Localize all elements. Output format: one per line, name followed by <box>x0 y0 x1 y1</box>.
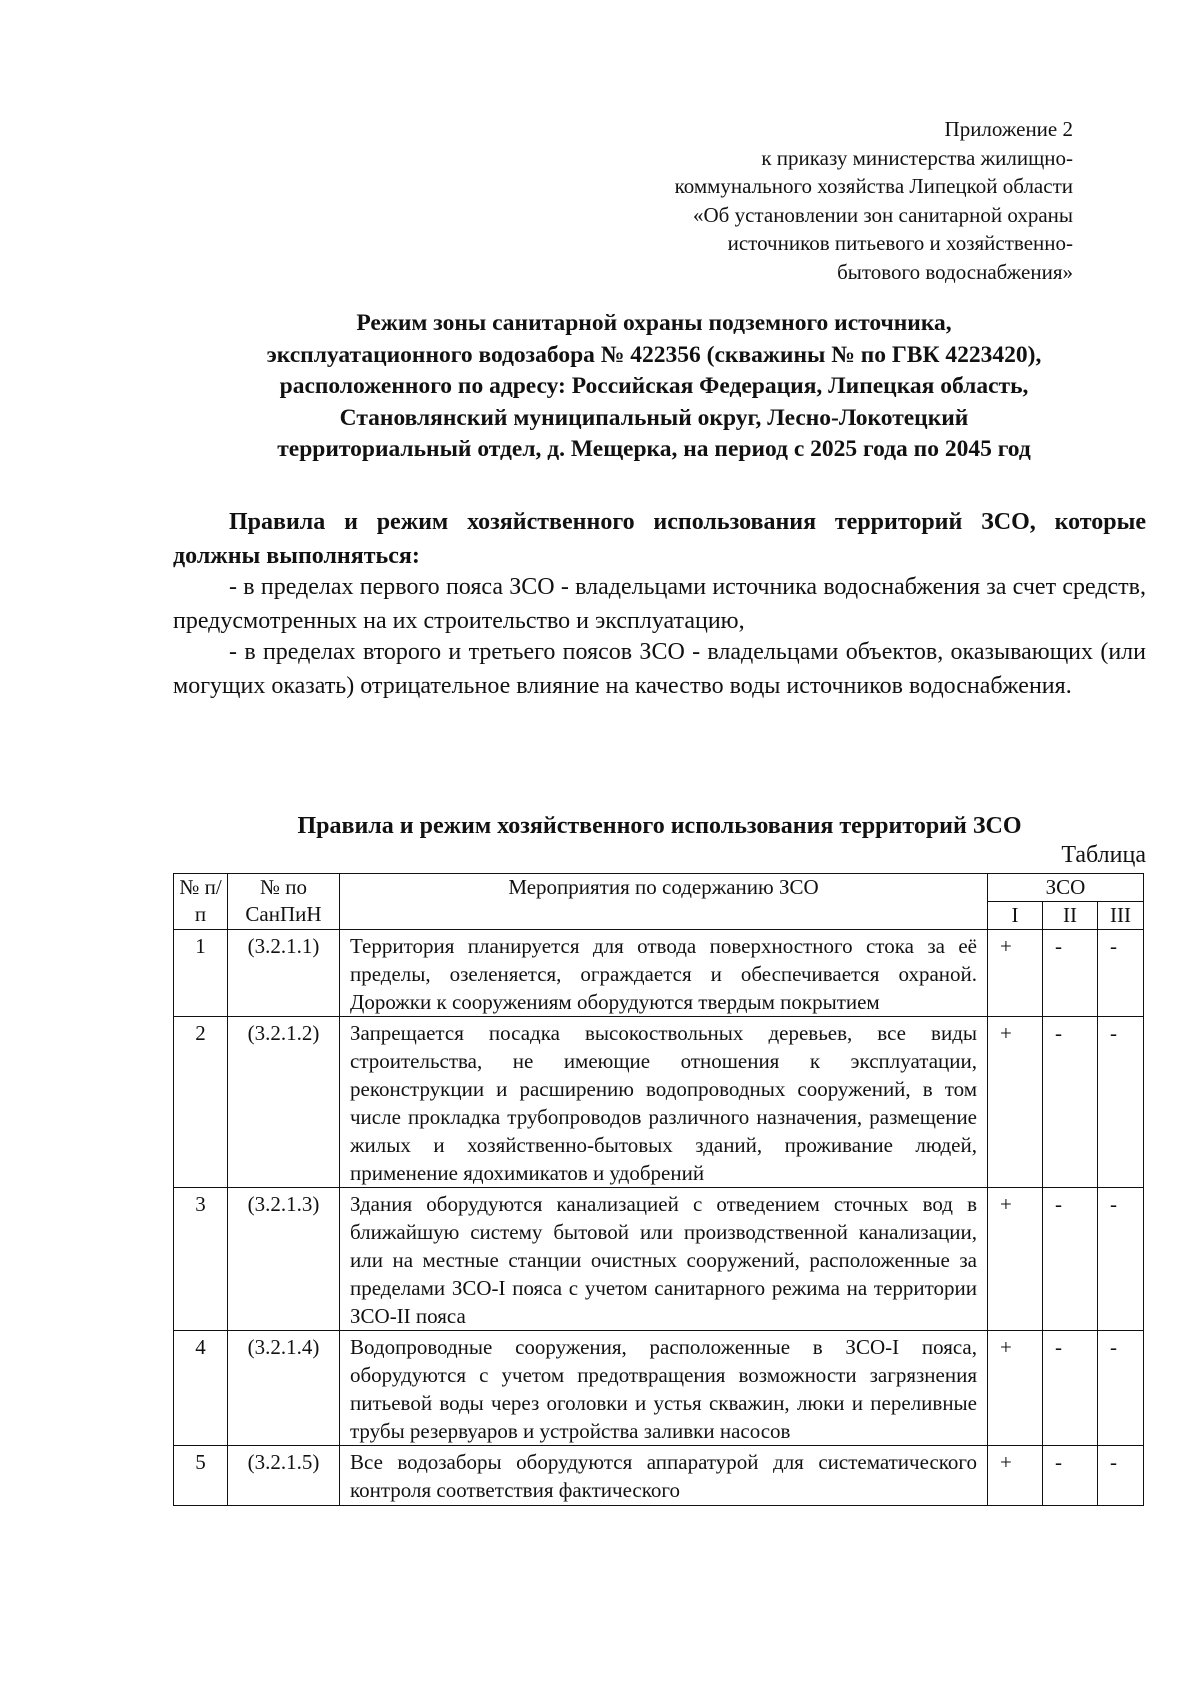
row-zone-2: - <box>1043 1188 1098 1331</box>
row-zone-3: - <box>1098 1188 1144 1331</box>
title-line: территориальный отдел, д. Мещерка, на период с 2025 года по 2045 год <box>277 436 1031 462</box>
header-measures: Мероприятия по содержанию ЗСО <box>340 874 988 930</box>
title-line: эксплуатационного водозабора № 422356 (скважины № по ГВК 4223420), <box>266 341 1042 368</box>
row-zone-1: + <box>988 930 1043 1017</box>
row-zone-2: - <box>1043 1017 1098 1188</box>
row-zone-1: + <box>988 1446 1043 1506</box>
header-zone-2: II <box>1043 902 1098 930</box>
row-sanpin: (3.2.1.2) <box>228 1017 340 1188</box>
table-row <box>174 1188 1144 1331</box>
row-sanpin: (3.2.1.3) <box>228 1188 340 1331</box>
row-num: 2 <box>174 1017 228 1188</box>
rules-section <box>173 505 1146 703</box>
rules-item-first-belt: - в пределах первого пояса ЗСО - владельцами источника водоснабжения за счет средств, предусмотренных на их строительство и эксплуатацию, <box>173 574 1146 634</box>
title-line: расположенного по адресу: Российская Федерация, Липецкая область, <box>279 373 1029 399</box>
table-header-row <box>174 874 1144 902</box>
row-zone-3: - <box>1098 1017 1144 1188</box>
row-sanpin: (3.2.1.1) <box>228 930 340 1017</box>
annex-line: бытового водоснабжения» <box>837 259 1073 284</box>
rules-item-second-third-belt: - в пределах второго и третьего поясов ЗСО - владельцами объектов, оказывающих (или могущих оказать) отрицательное влияние на качество воды источников водоснабжения. <box>173 639 1146 699</box>
row-zone-3: - <box>1098 1331 1144 1446</box>
annex-line: к приказу министерства жилищно- <box>761 145 1073 170</box>
row-zone-1: + <box>988 1017 1043 1188</box>
table-label: Таблица <box>1061 842 1146 868</box>
rules-heading: Правила и режим хозяйственного использования территорий ЗСО, которые должны выполняться: <box>173 509 1146 569</box>
row-zone-3: - <box>1098 1446 1144 1506</box>
row-measure: Здания оборудуются канализацией с отведением сточных вод в ближайшую систему бытовой или производственной канализации, или на местные станции очистных сооружений, расположенные за пределами ЗСО-I пояса с учетом санитарного режима на территории ЗСО-II пояса <box>340 1188 988 1331</box>
annex-line: коммунального хозяйства Липецкой области <box>674 174 1073 198</box>
header-zso: ЗСО <box>988 874 1144 902</box>
zso-rules-table <box>173 873 1144 1506</box>
row-zone-2: - <box>1043 1446 1098 1506</box>
row-zone-1: + <box>988 1188 1043 1331</box>
header-zone-1: I <box>988 902 1043 930</box>
table-row <box>174 1017 1144 1188</box>
table-row <box>174 930 1144 1017</box>
document-title <box>170 308 1138 466</box>
row-num: 4 <box>174 1331 228 1446</box>
row-num: 5 <box>174 1446 228 1506</box>
row-measure: Все водозаборы оборудуются аппаратурой для систематического контроля соответствия фактического <box>340 1446 988 1506</box>
row-sanpin: (3.2.1.5) <box>228 1446 340 1506</box>
annex-line: источников питьевого и хозяйственно- <box>727 231 1073 255</box>
annex-header <box>513 115 1073 286</box>
header-zone-3: III <box>1098 902 1144 930</box>
header-num: № п/п <box>174 874 228 930</box>
row-zone-2: - <box>1043 930 1098 1017</box>
table-row <box>174 1331 1144 1446</box>
row-num: 1 <box>174 930 228 1017</box>
row-zone-2: - <box>1043 1331 1098 1446</box>
row-sanpin: (3.2.1.4) <box>228 1331 340 1446</box>
annex-line: Приложение 2 <box>944 117 1073 141</box>
row-num: 3 <box>174 1188 228 1331</box>
table-row <box>174 1446 1144 1506</box>
header-sanpin: № по СанПиН <box>228 874 340 930</box>
annex-line: «Об установлении зон санитарной охраны <box>693 202 1073 227</box>
row-measure: Водопроводные сооружения, расположенные в ЗСО-I пояса, оборудуются с учетом предотвращения возможности загрязнения питьевой воды через оголовки и устья скважин, люки и переливные трубы резервуаров и устройства заливки насосов <box>340 1331 988 1446</box>
title-line: Режим зоны санитарной охраны подземного источника, <box>356 310 952 336</box>
row-measure: Территория планируется для отвода поверхностного стока за её пределы, озеленяется, ограждается и обеспечивается охраной. Дорожки к сооружениям оборудуются твердым покрытием <box>340 930 988 1017</box>
title-line: Становлянский муниципальный округ, Лесно-Локотецкий <box>339 404 969 431</box>
row-measure: Запрещается посадка высокоствольных деревьев, все виды строительства, не имеющие отношения к эксплуатации, реконструкции и расширению водопроводных сооружений, в том числе прокладка трубопроводов различного назначения, размещение жилых и хозяйственно-бытовых зданий, проживание людей, применение ядохимикатов и удобрений <box>340 1017 988 1188</box>
row-zone-1: + <box>988 1331 1043 1446</box>
row-zone-3: - <box>1098 930 1144 1017</box>
table-title: Правила и режим хозяйственного использования территорий ЗСО <box>297 813 1022 839</box>
